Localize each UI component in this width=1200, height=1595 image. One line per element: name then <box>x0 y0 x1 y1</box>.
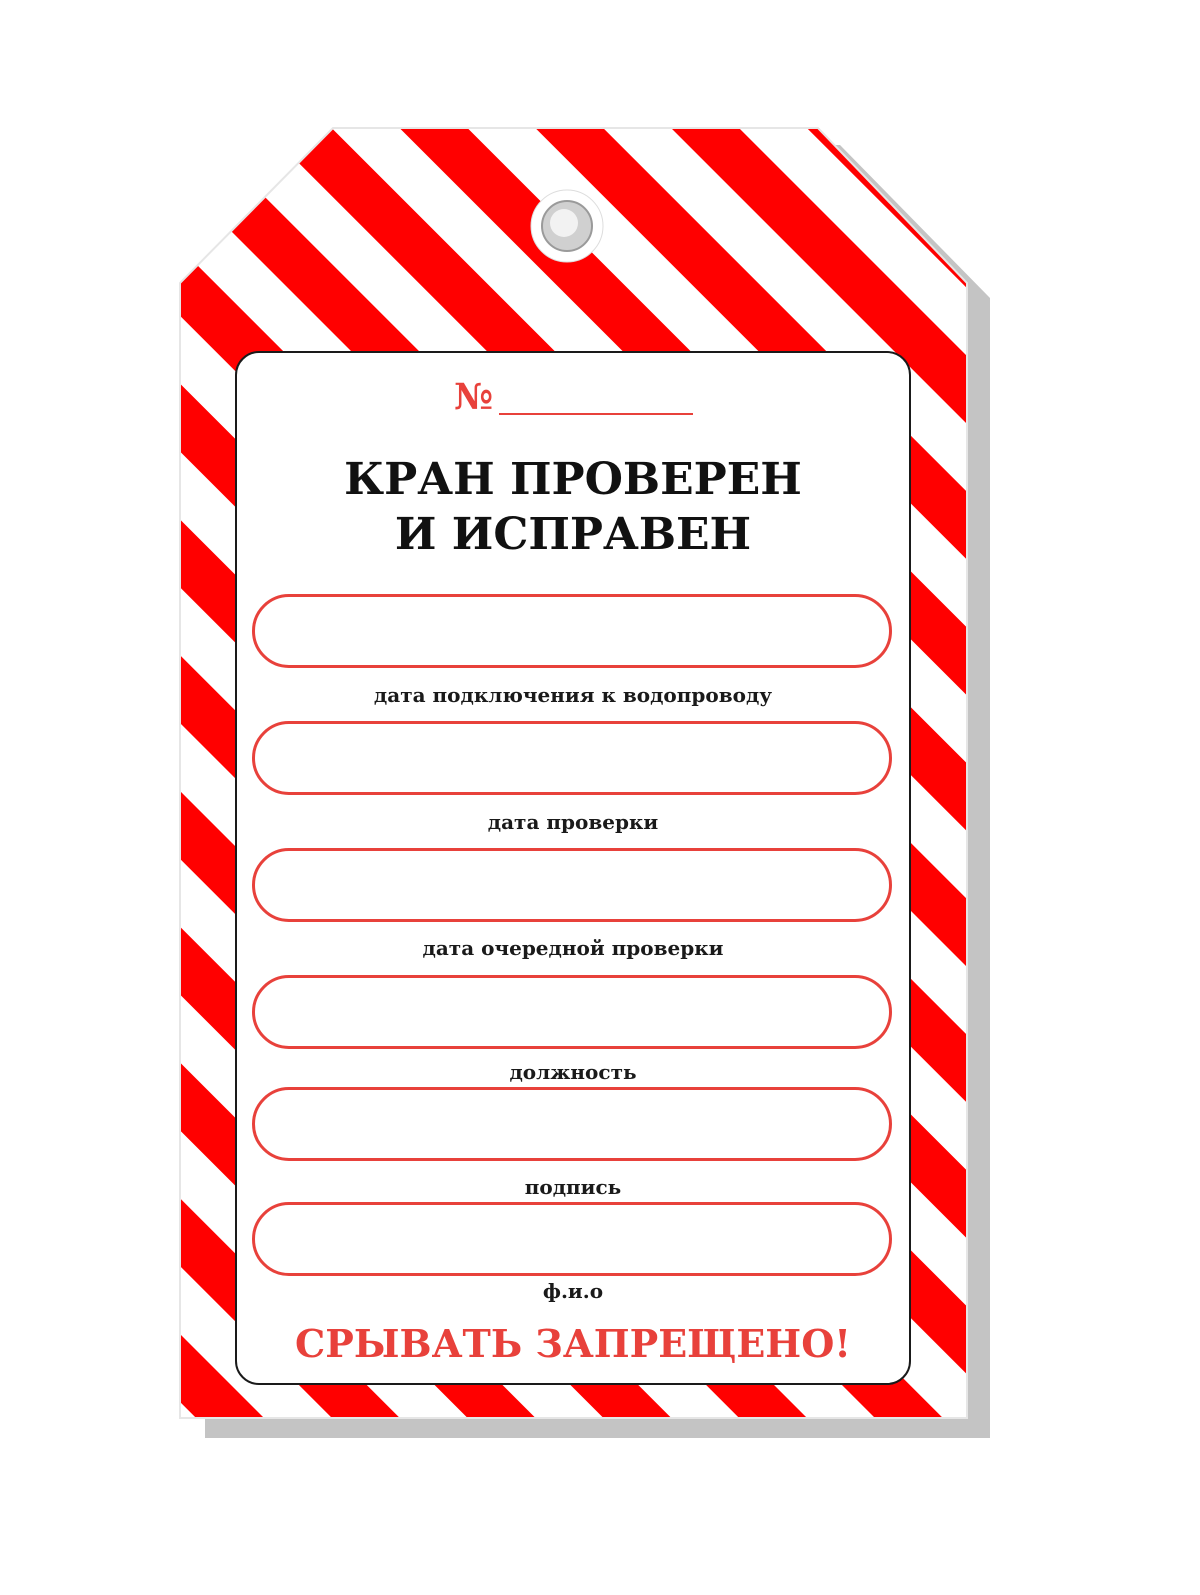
signature-field[interactable] <box>252 1087 892 1161</box>
connection-date-field[interactable] <box>252 594 892 668</box>
eyelet-icon <box>531 190 603 262</box>
signature-label: подпись <box>524 1175 622 1199</box>
full-name-label: ф.и.о <box>542 1279 604 1303</box>
title-line-1: КРАН ПРОВЕРЕН <box>344 454 802 505</box>
tag-title <box>235 452 911 562</box>
full-name-field[interactable] <box>252 1202 892 1276</box>
check-date-field[interactable] <box>252 721 892 795</box>
next-check-date-field[interactable] <box>252 848 892 922</box>
number-sign: № <box>454 376 494 418</box>
connection-date-label: дата подключения к водопроводу <box>373 683 773 707</box>
position-field[interactable] <box>252 975 892 1049</box>
next-check-date-label: дата очередной проверки <box>422 936 724 960</box>
number-blank-line <box>499 413 693 415</box>
position-label: должность <box>509 1060 637 1084</box>
check-date-label: дата проверки <box>487 810 659 834</box>
tag-number <box>454 375 694 423</box>
title-line-2: И ИСПРАВЕН <box>394 509 752 560</box>
do-not-remove-warning: СРЫВАТЬ ЗАПРЕЩЕНО! <box>295 1321 851 1366</box>
